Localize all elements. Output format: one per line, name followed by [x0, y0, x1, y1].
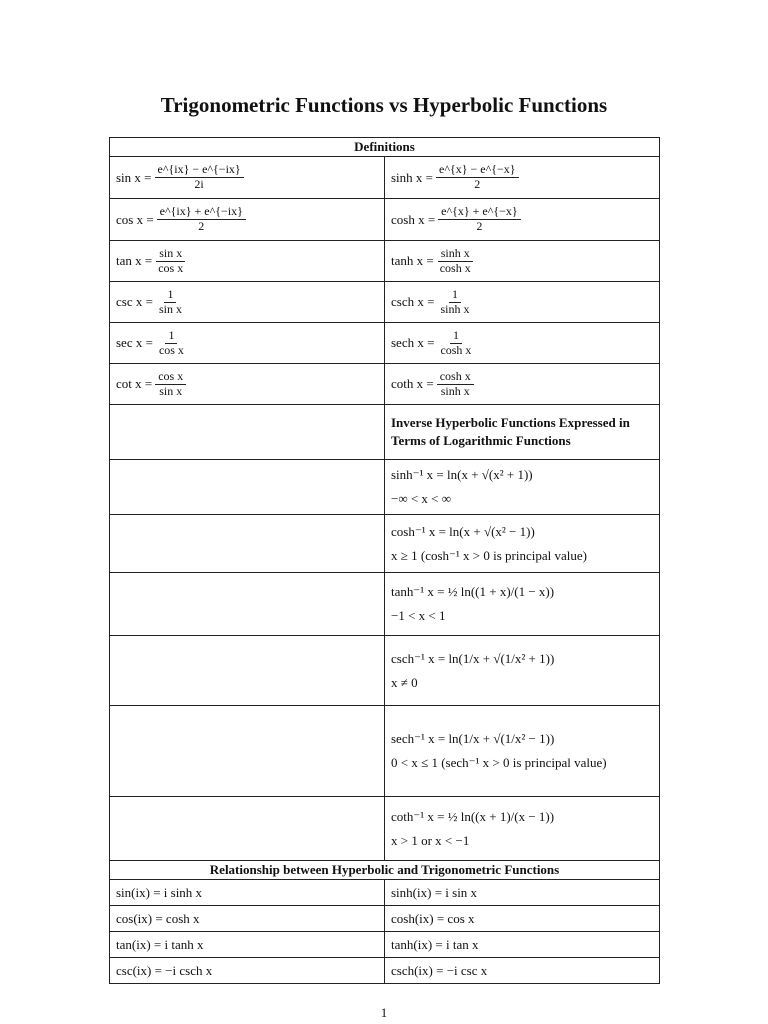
definition-hyperbolic [385, 199, 660, 241]
definition-lhs: cos x = [116, 211, 154, 227]
inverse-condition: x ≥ 1 (cosh⁻¹ x > 0 is principal value) [391, 547, 587, 563]
definitions-header: Definitions [110, 138, 660, 157]
numerator: e^{x} + e^{−x} [438, 205, 521, 220]
definition-hyperbolic [385, 282, 660, 323]
numerator: sinh x [438, 247, 473, 262]
empty-cell [110, 405, 385, 460]
numerator: cos x [155, 370, 186, 385]
definition-trig [110, 323, 385, 364]
definition-lhs: sin x = [116, 169, 152, 185]
inverse-formula: csch⁻¹ x = ln(1/x + √(1/x² + 1)) [391, 650, 555, 666]
denominator: sin x [159, 383, 183, 398]
definition-lhs: cot x = [116, 376, 153, 392]
fraction [155, 163, 244, 192]
definition-hyperbolic [385, 364, 660, 405]
definition-lhs: sech x = [391, 335, 435, 351]
inverse-formula: tanh⁻¹ x = ½ ln((1 + x)/(1 − x)) [391, 584, 555, 600]
page-title: Trigonometric Functions vs Hyperbolic Functions [160, 93, 608, 117]
definition-trig [110, 157, 385, 199]
relation-hyperbolic: cosh(ix) = cos x [385, 906, 660, 932]
numerator: sin x [156, 247, 185, 262]
formula-table [109, 137, 660, 984]
denominator: cosh x [440, 342, 472, 357]
definition-trig [110, 199, 385, 241]
numerator: e^{x} − e^{−x} [436, 163, 519, 178]
relation-hyperbolic: csch(ix) = −i csc x [385, 958, 660, 984]
inverse-condition: −∞ < x < ∞ [391, 491, 452, 506]
inverse-formula: sech⁻¹ x = ln(1/x + √(1/x² − 1)) [391, 731, 555, 747]
fraction [156, 288, 185, 317]
inverse-formula-cell [385, 706, 660, 797]
definition-trig [110, 282, 385, 323]
empty-cell [110, 706, 385, 797]
denominator: sinh x [440, 301, 470, 316]
fraction [437, 370, 474, 399]
fraction [437, 288, 472, 317]
empty-cell [110, 460, 385, 515]
inverse-formula: sinh⁻¹ x = ln(x + √(x² + 1)) [391, 467, 533, 483]
inverse-condition: x > 1 or x < −1 [391, 832, 470, 848]
inverse-condition: 0 < x ≤ 1 (sech⁻¹ x > 0 is principal value) [391, 755, 607, 770]
numerator: e^{ix} + e^{−ix} [157, 205, 246, 220]
definition-hyperbolic [385, 323, 660, 364]
empty-cell [110, 636, 385, 706]
fraction [436, 163, 519, 192]
fraction [155, 247, 186, 276]
page-number: 1 [380, 1005, 388, 1020]
inverse-formula-cell [385, 460, 660, 515]
numerator: 1 [165, 329, 177, 344]
definition-lhs: cosh x = [391, 211, 436, 227]
inverse-formula-cell [385, 636, 660, 706]
definition-lhs: tan x = [116, 253, 153, 269]
relation-hyperbolic: tanh(ix) = i tan x [385, 932, 660, 958]
denominator: cos x [158, 342, 184, 357]
denominator: 2i [194, 177, 204, 191]
denominator: 2 [198, 219, 205, 233]
inverse-formula: coth⁻¹ x = ½ ln((x + 1)/(x − 1)) [391, 808, 555, 824]
inverse-formula-cell [385, 797, 660, 861]
definition-hyperbolic [385, 157, 660, 199]
definition-trig [110, 241, 385, 282]
inverse-formula: cosh⁻¹ x = ln(x + √(x² − 1)) [391, 523, 535, 539]
numerator: cosh x [437, 370, 474, 385]
numerator: e^{ix} − e^{−ix} [155, 163, 244, 178]
fraction [438, 205, 521, 234]
denominator: 2 [476, 219, 483, 233]
relation-trig: cos(ix) = cosh x [110, 906, 385, 932]
fraction [437, 247, 474, 276]
inverse-condition: x ≠ 0 [391, 674, 418, 690]
denominator: 2 [474, 177, 481, 191]
fraction [157, 205, 246, 234]
relation-trig: csc(ix) = −i csch x [110, 958, 385, 984]
empty-cell [110, 515, 385, 573]
definition-hyperbolic [385, 241, 660, 282]
relation-trig: sin(ix) = i sinh x [110, 880, 385, 906]
definition-lhs: coth x = [391, 376, 434, 392]
definition-trig [110, 364, 385, 405]
definition-lhs: csc x = [116, 294, 153, 310]
empty-cell [110, 797, 385, 861]
fraction [155, 370, 186, 399]
numerator: 1 [164, 288, 176, 303]
relation-trig: tan(ix) = i tanh x [110, 932, 385, 958]
numerator: 1 [449, 288, 461, 303]
numerator: 1 [450, 329, 462, 344]
inverse-condition: −1 < x < 1 [391, 608, 446, 623]
fraction [437, 329, 474, 358]
inverse-formula-cell [385, 573, 660, 636]
definition-lhs: sec x = [116, 335, 153, 351]
denominator: sin x [158, 301, 182, 316]
definition-lhs: sinh x = [391, 169, 434, 185]
empty-cell [110, 573, 385, 636]
inverse-header: Inverse Hyperbolic Functions Expressed in Terms of Logarithmic Functions [385, 405, 660, 460]
definition-lhs: tanh x = [391, 253, 434, 269]
denominator: cos x [158, 260, 184, 275]
relationship-header: Relationship between Hyperbolic and Trigonometric Functions [110, 861, 660, 880]
denominator: cosh x [439, 260, 471, 275]
inverse-formula-cell [385, 515, 660, 573]
denominator: sinh x [440, 383, 470, 398]
definition-lhs: csch x = [391, 294, 435, 310]
relation-hyperbolic: sinh(ix) = i sin x [385, 880, 660, 906]
fraction [156, 329, 187, 358]
